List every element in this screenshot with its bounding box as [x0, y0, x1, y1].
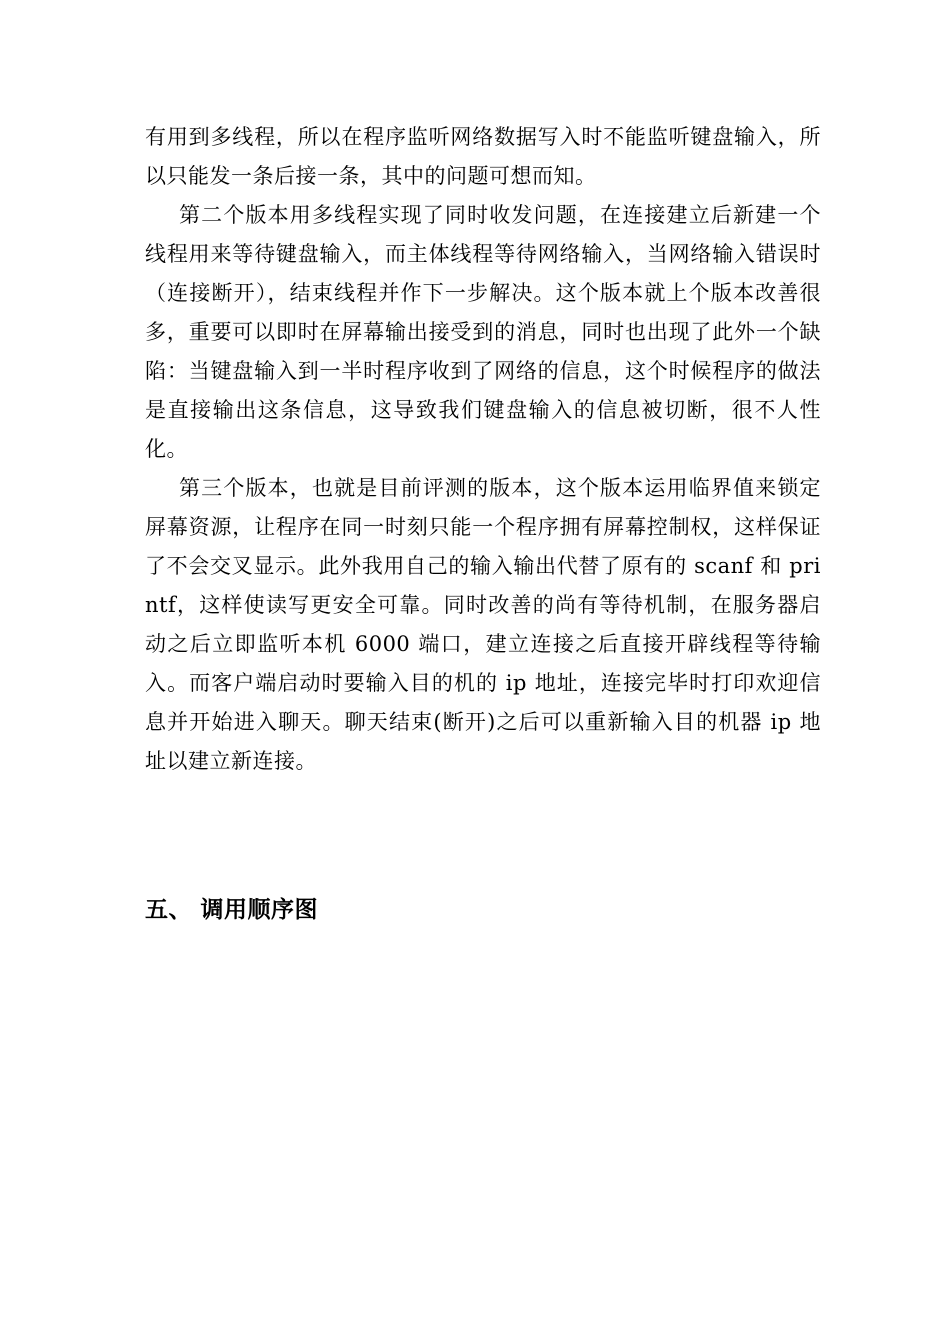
paragraph-continuation: 有用到多线程，所以在程序监听网络数据写入时不能监听键盘输入，所以只能发一条后接一条，其中的问题可想而知。 [145, 125, 821, 188]
section-heading: 五、 调用顺序图 [145, 897, 319, 923]
paragraph-second-version: 第二个版本用多线程实现了同时收发问题，在连接建立后新建一个线程用来等待键盘输入，而主体线程等待网络输入，当网络输入错误时（连接断开），结束线程并作下一步解决。这个版本就上个版本改善很多，重要可以即时在屏幕输出接受到的消息，同时也出现了此外一个缺陷：当键盘输入到一半时程序收到了网络的信息，这个时候程序的做法是直接输出这条信息，这导致我们键盘输入的信息被切断，很不人性化。 [145, 203, 821, 461]
paragraph-third-version: 第三个版本，也就是目前评测的版本，这个版本运用临界值来锁定屏幕资源，让程序在同一时刻只能一个程序拥有屏幕控制权，这样保证了不会交叉显示。此外我用自己的输入输出代替了原有的 scanf 和 printf，这样使读写更安全可靠。同时改善的尚有等待机制，在服务器启动之后立即监听本机 6000 端口，建立连接之后直接开辟线程等待输入。而客户端启动时要输入目的机的 ip 地址，连接完毕时打印欢迎信息并开始进入聊天。聊天结束(断开)之后可以重新输入目的机器 ip 地址以建立新连接。 [145, 476, 821, 773]
body-text [145, 118, 821, 781]
